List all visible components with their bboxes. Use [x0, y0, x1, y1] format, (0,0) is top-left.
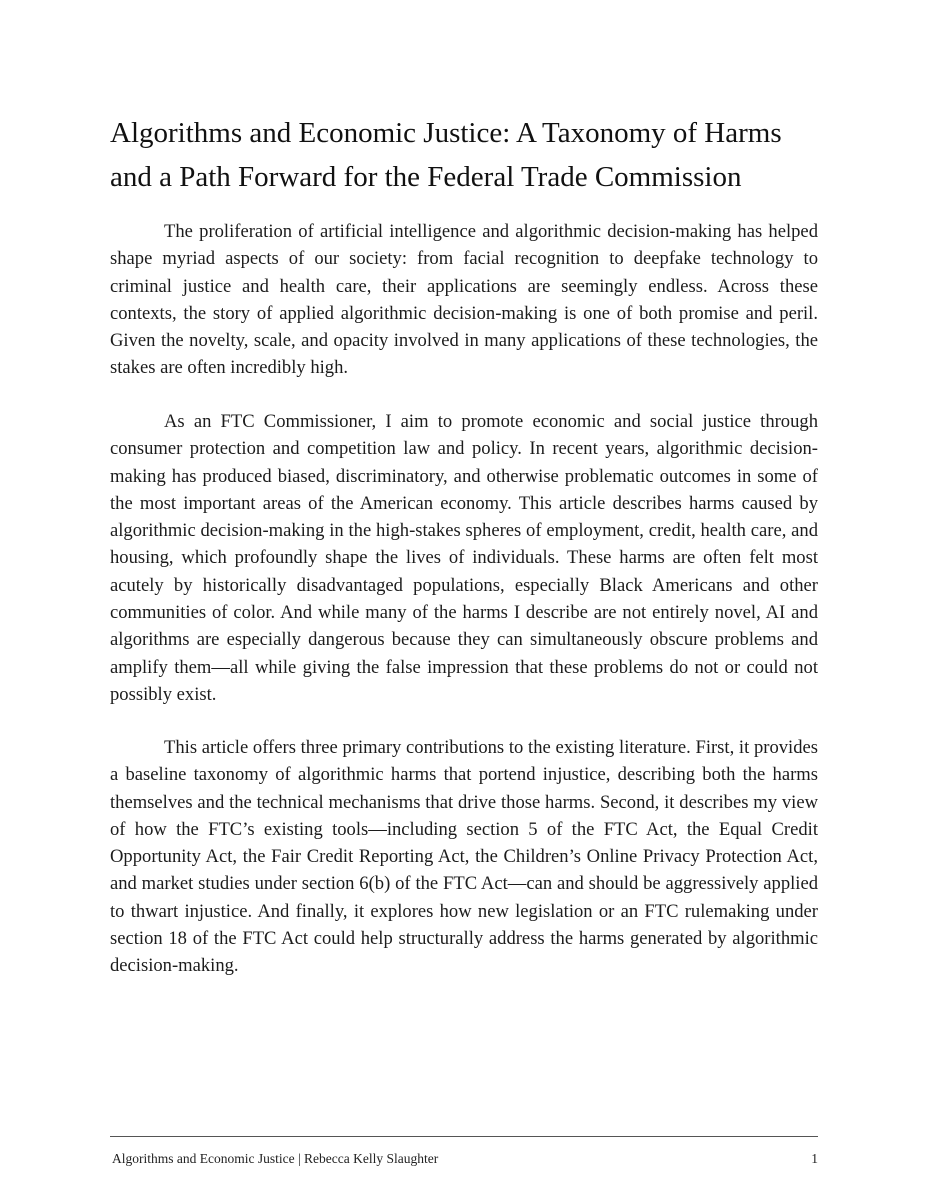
- page-number: 1: [811, 1151, 818, 1166]
- paragraph-3: This article offers three primary contributions to the existing literature. First, it provides a baseline taxonomy of algorithmic harms that portend injustice, describing both the harms themselves and the technical mechanisms that drive those harms. Second, it describes my view of how the FTC’s existing tools—including section 5 of the FTC Act, the Equal Credit Opportunity Act, the Fair Credit Reporting Act, the Children’s Online Privacy Protection Act, and market studies under section 6(b) of the FTC Act—can and should be aggressively applied to thwart injustice. And finally, it explores how new legislation or an FTC rulemaking under section 18 of the FTC Act could help structurally address the harms generated by algorithmic decision-making.: [110, 737, 818, 977]
- footer-divider: [110, 1136, 818, 1137]
- paragraph-1: The proliferation of artificial intelligence and algorithmic decision-making has helped shape myriad aspects of our society: from facial recognition to deepfake technology to criminal justice and health care, their applications are seemingly endless. Across these contexts, the story of applied algorithmic decision-making is one of both promise and peril. Given the novelty, scale, and opacity involved in many applications of these technologies, the stakes are often incredibly high.: [110, 221, 818, 379]
- footer-running-title: Algorithms and Economic Justice | Rebecca Kelly Slaughter: [112, 1151, 439, 1166]
- page-title: Algorithms and Economic Justice: A Taxonomy of Harms and a Path Forward for the Federal Trade Commission: [110, 117, 782, 193]
- paragraph-2: As an FTC Commissioner, I aim to promote economic and social justice through consumer protection and competition law and policy. In recent years, algorithmic decision-making has produced biased, discriminatory, and otherwise problematic outcomes in some of the most important areas of the American economy. This article describes harms caused by algorithmic decision-making in the high-stakes spheres of employment, credit, health care, and housing, which profoundly shape the lives of individuals. These harms are often felt most acutely by historically disadvantaged populations, especially Black Americans and other communities of color. And while many of the harms I describe are not entirely novel, AI and algorithms are especially dangerous because they can simultaneously obscure problems and amplify them—all while giving the false impression that these problems do not or could not possibly exist.: [110, 411, 818, 705]
